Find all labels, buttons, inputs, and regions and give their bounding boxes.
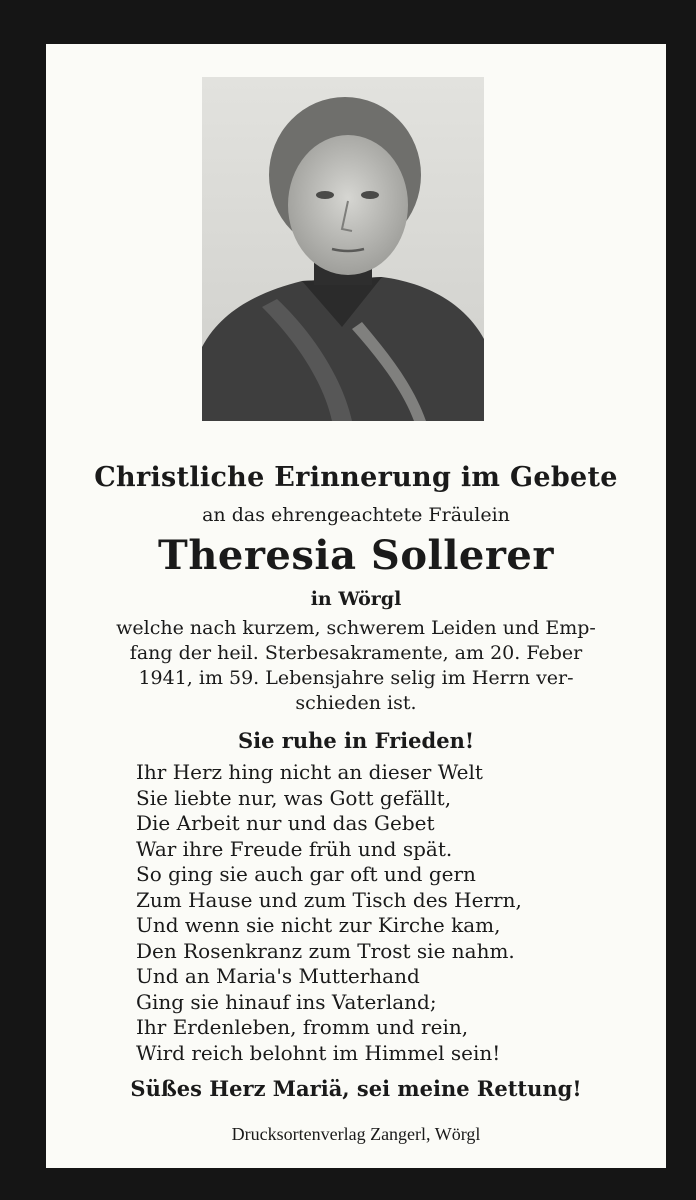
poem-line: Und wenn sie nicht zur Kirche kam,	[136, 913, 501, 937]
bio-line: schieden ist.	[295, 692, 417, 714]
poem-line: Ihr Erdenleben, fromm und rein,	[136, 1015, 469, 1039]
closing-prayer: Süßes Herz Mariä, sei meine Rettung!	[130, 1076, 582, 1101]
portrait-photo	[202, 77, 484, 421]
rest-in-peace: Sie ruhe in Frieden!	[237, 728, 475, 753]
deceased-place: in Wörgl	[310, 588, 402, 610]
poem-line: War ihre Freude früh und spät.	[136, 836, 453, 861]
memorial-heading: Christliche Erinnerung im Gebete	[94, 462, 618, 493]
poem-line: Und an Maria's Mutterhand	[136, 964, 420, 988]
bio-line: welche nach kurzem, schwerem Leiden und Emp-	[116, 617, 596, 639]
poem-line: Den Rosenkranz zum Trost sie nahm.	[136, 938, 515, 963]
poem-line: So ging sie auch gar oft und gern	[136, 862, 476, 886]
memorial-card	[46, 44, 666, 1168]
poem-line: Ihr Herz hing nicht an dieser Welt	[136, 760, 483, 784]
memorial-poem	[136, 760, 596, 1066]
poem-line: Zum Hause und zum Tisch des Herrn,	[136, 887, 522, 912]
bio-line: fang der heil. Sterbesakramente, am 20. Feber	[129, 642, 583, 664]
bio-line: 1941, im 59. Lebensjahre selig im Herrn ver-	[138, 667, 574, 689]
printer-imprint: Drucksortenverlag Zangerl, Wörgl	[231, 1124, 481, 1144]
poem-line: Ging sie hinauf ins Vaterland;	[136, 989, 437, 1014]
biography	[76, 616, 636, 716]
poem-line: Wird reich belohnt im Himmel sein!	[136, 1040, 501, 1065]
memorial-subheading: an das ehrengeachtete Fräulein	[202, 504, 510, 526]
poem-line: Sie liebte nur, was Gott gefällt,	[136, 785, 452, 810]
deceased-name: Theresia Sollerer	[158, 532, 554, 579]
poem-line: Die Arbeit nur und das Gebet	[136, 811, 435, 835]
